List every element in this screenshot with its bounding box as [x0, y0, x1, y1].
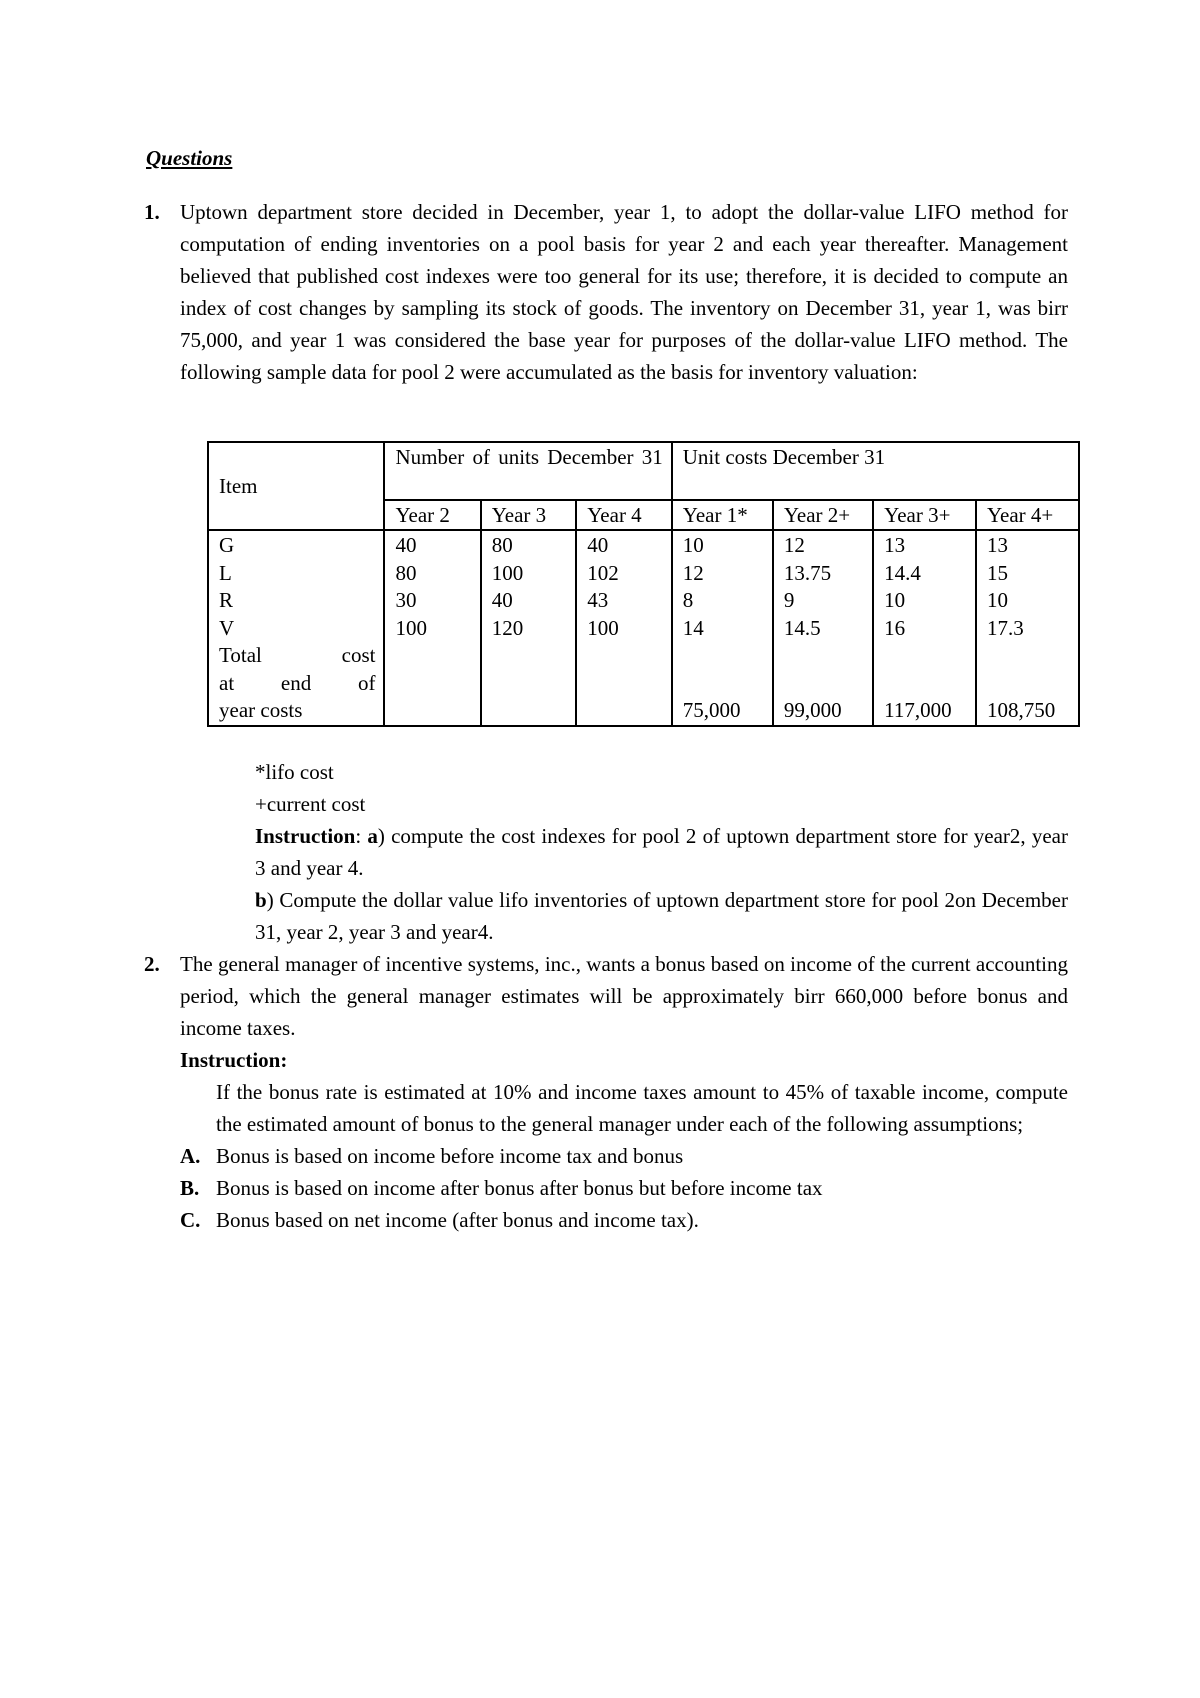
table-cell: 102	[587, 560, 619, 585]
table-cell: 17.3	[986, 615, 1024, 640]
table-cell: 10	[682, 533, 704, 557]
table-cell: 16	[884, 615, 906, 640]
table-cell: 100	[587, 615, 619, 640]
table-cell: 13.75	[783, 560, 832, 585]
item-label: R	[219, 588, 234, 612]
table-cell: 43	[587, 588, 609, 612]
table-cell: 10	[884, 588, 906, 612]
table-cell: 120	[491, 615, 524, 640]
instruction-b	[255, 884, 1068, 948]
table-cell: 80	[395, 560, 417, 585]
list-item	[180, 1172, 1068, 1204]
table-header-row	[208, 442, 1079, 500]
question-2-number: 2.	[144, 952, 160, 976]
item-column	[208, 530, 384, 726]
option-letter: C.	[180, 1208, 201, 1232]
page-title: Questions	[146, 146, 233, 170]
units-year-header: Year 3	[481, 500, 577, 530]
instruction-a: Instruction: a) compute the cost indexes for pool 2 of uptown department store for year2, year 3 and year 4.	[255, 824, 1068, 880]
table-cell: 15	[986, 560, 1008, 585]
cost-year2-column	[773, 530, 873, 726]
table-cell: 14	[682, 615, 704, 640]
inventory-data-table	[207, 441, 1080, 727]
total-label: Total cost	[219, 643, 376, 667]
footnote-lifo: *lifo cost	[255, 760, 334, 784]
table-cell: 10	[986, 588, 1008, 612]
question-1-text: Uptown department store decided in December, year 1, to adopt the dollar-value LIFO method for computation of ending inventories on a pool basis for year 2 and each year thereafter. Management believed that published cost indexes were too general for its use; therefore, it is decided to compute an index of cost changes by sampling its stock of goods. The inventory on December 31, year 1, was birr 75,000, and year 1 was considered the base year for purposes of the dollar-value LIFO method. The following sample data for pool 2 were accumulated as the basis for inventory valuation:	[180, 200, 1068, 384]
question-1	[144, 196, 1068, 388]
item-label: G	[219, 533, 235, 557]
table-cell: 100	[491, 560, 524, 585]
option-letter: B.	[180, 1176, 200, 1200]
cost-year4-column	[976, 530, 1079, 726]
option-letter: A.	[180, 1144, 201, 1168]
option-text: Bonus is based on income before income tax and bonus	[216, 1144, 684, 1168]
assumption-list	[180, 1140, 1068, 1236]
instruction-b-letter: b	[255, 888, 267, 912]
item-header: Item	[208, 442, 384, 530]
table-cell: 8	[682, 588, 694, 612]
table-cell: 13	[986, 533, 1008, 557]
item-label: V	[219, 615, 235, 640]
instruction-b-text: ) Compute the dollar value lifo inventories of uptown department store for pool 2on December 31, year 2, year 3 and year4.	[255, 888, 1068, 944]
instruction-label: Instruction:	[180, 1048, 288, 1072]
question-2-instruction-text: If the bonus rate is estimated at 10% and income taxes amount to 45% of taxable income, compute the estimated amount of bonus to the general manager under each of the following assumptions;	[216, 1080, 1068, 1136]
cost-year-header: Year 4+	[976, 500, 1079, 530]
cost-year-header: Year 1*	[672, 500, 773, 530]
units-year3-column	[481, 530, 577, 726]
total-cell: 117,000	[884, 698, 952, 722]
footnote-current: +current cost	[255, 792, 366, 816]
question-2-text: The general manager of incentive systems, inc., wants a bonus based on income of the current accounting period, which the general manager estimates will be approximately birr 660,000 before bonus and income taxes.	[180, 952, 1068, 1040]
table-cell: 100	[395, 615, 427, 640]
table-cell: 14.5	[783, 615, 821, 640]
table-cell: 13	[884, 533, 906, 557]
option-text: Bonus based on net income (after bonus and income tax).	[216, 1208, 699, 1232]
question-2-instruction-label	[180, 1044, 1068, 1076]
table-body-row	[208, 530, 1079, 726]
total-cell: 75,000	[682, 698, 741, 722]
table-cell: 40	[491, 588, 513, 612]
table-cell: 80	[491, 533, 513, 557]
table-cell: 30	[395, 588, 417, 612]
units-year4-column	[576, 530, 672, 726]
item-label: L	[219, 560, 232, 585]
list-item	[180, 1140, 1068, 1172]
cost-year1-column	[672, 530, 773, 726]
costs-group-header: Unit costs December 31	[672, 442, 1079, 500]
total-cell: 108,750	[986, 698, 1056, 722]
question-1-footnotes	[255, 756, 1068, 948]
units-group-header: Number of units December 31	[384, 442, 671, 500]
units-year-header: Year 2	[384, 500, 480, 530]
units-year-header: Year 4	[576, 500, 672, 530]
option-text: Bonus is based on income after bonus after bonus but before income tax	[216, 1176, 823, 1200]
total-label: at end of	[219, 670, 376, 695]
total-label: year costs	[219, 698, 303, 722]
cost-year-header: Year 3+	[873, 500, 976, 530]
table-cell: 14.4	[884, 560, 921, 585]
units-year2-column	[384, 530, 480, 726]
total-cell: 99,000	[783, 698, 842, 722]
table-cell: 40	[587, 533, 609, 557]
question-1-number: 1.	[144, 200, 160, 224]
question-2	[144, 948, 1068, 1236]
instruction-a-letter: a	[367, 824, 378, 848]
cost-year3-column	[873, 530, 976, 726]
table-cell: 9	[783, 588, 795, 612]
instruction-label: Instruction	[255, 824, 356, 848]
table-cell: 12	[783, 533, 805, 557]
instruction-a-text: ) compute the cost indexes for pool 2 of uptown department store for year2, year 3 and year 4.	[255, 824, 1068, 880]
cost-year-header: Year 2+	[773, 500, 873, 530]
table-cell: 40	[395, 533, 417, 557]
list-item	[180, 1204, 1068, 1236]
table-cell: 12	[682, 560, 704, 585]
